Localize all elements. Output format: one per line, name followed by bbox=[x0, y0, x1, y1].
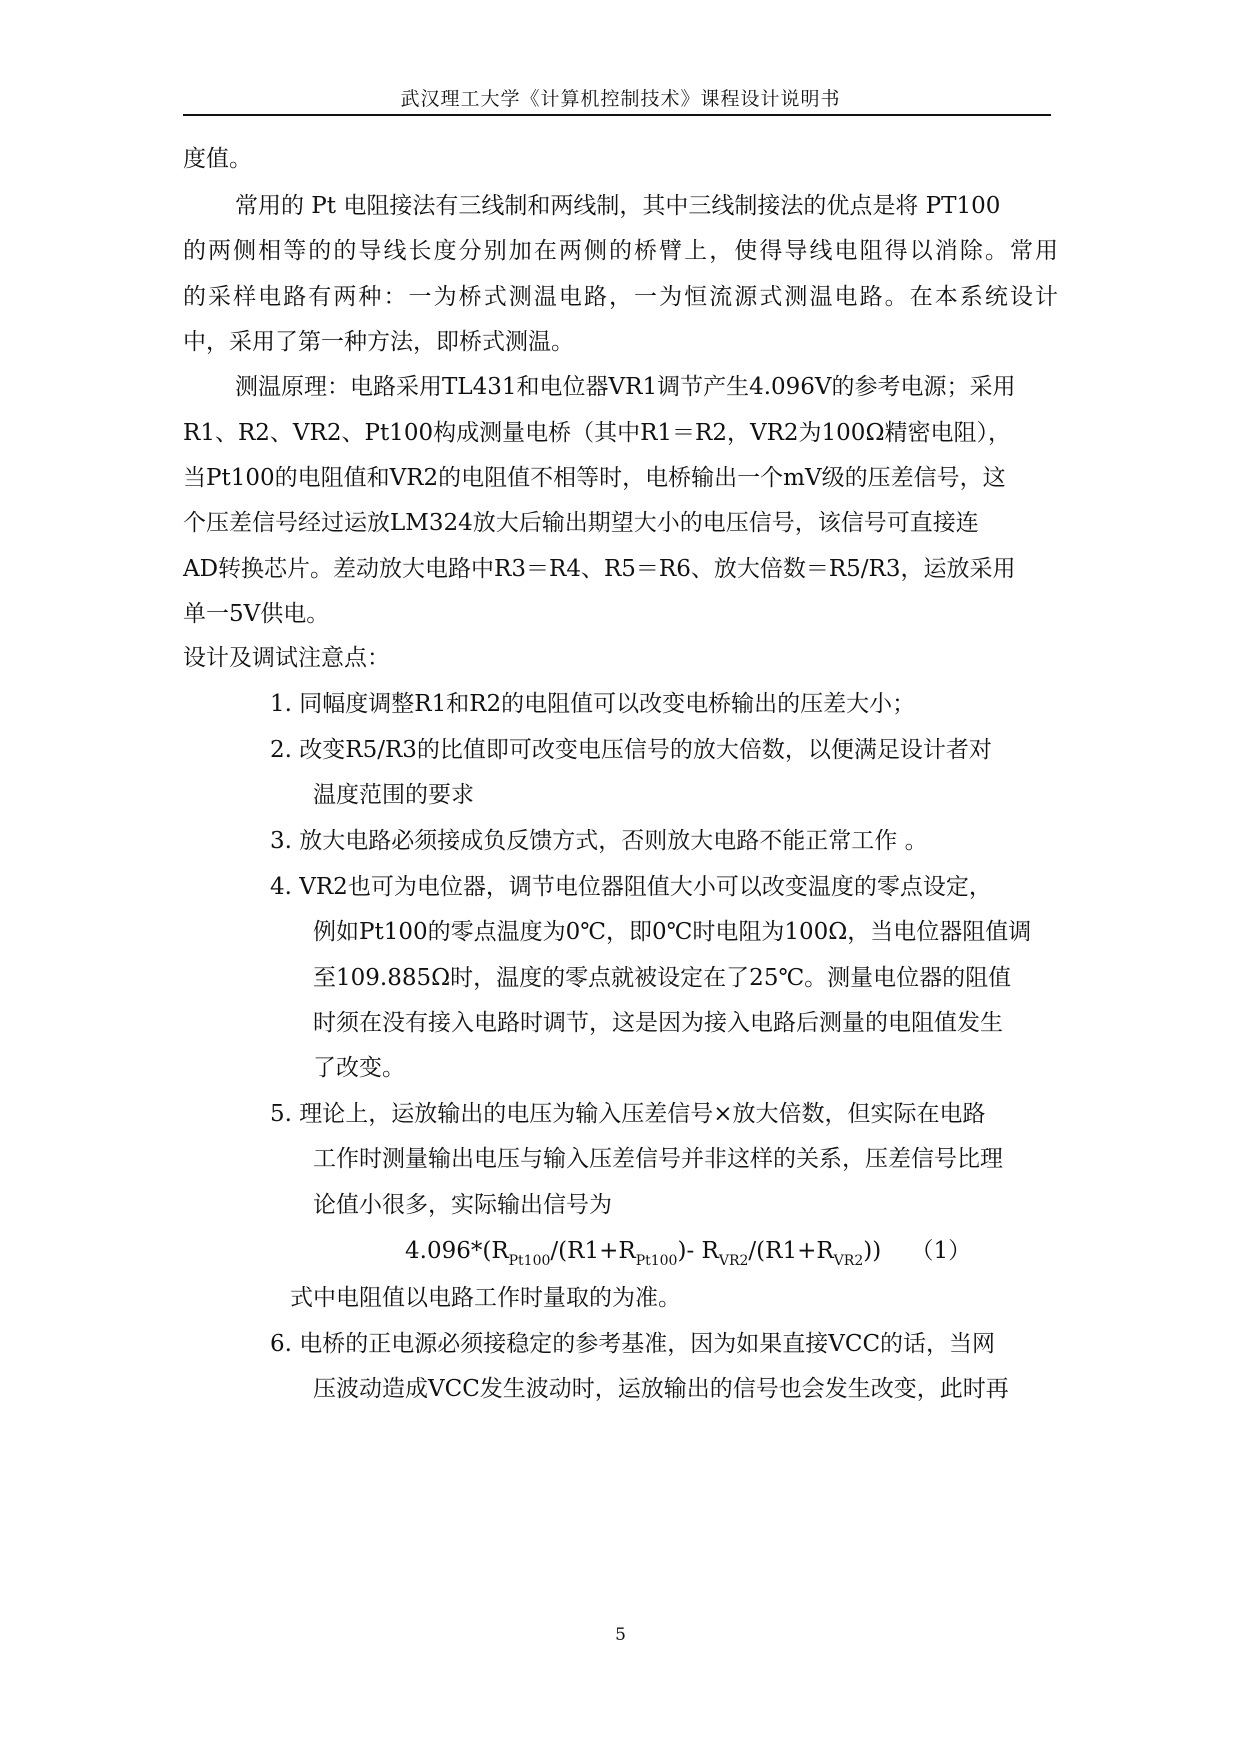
list-item: 5. 理论上，运放输出的电压为输入压差信号×放大倍数，但实际在电路 bbox=[270, 1101, 986, 1127]
section-heading: 设计及调试注意点： bbox=[183, 645, 390, 671]
formula-subscript: Pt100 bbox=[508, 1253, 551, 1269]
list-item-continuation: 例如Pt100的零点温度为0℃，即0℃时电阻为100Ω，当电位器阻值调 bbox=[313, 919, 1032, 945]
formula-part: /(R1+R bbox=[550, 1238, 636, 1264]
formula-subscript: VR2 bbox=[718, 1253, 749, 1269]
formula-part: )) bbox=[863, 1238, 882, 1264]
text-line: AD转换芯片。差动放大电路中R3＝R4、R5＝R6、放大倍数＝R5/R3，运放采用 bbox=[183, 556, 1016, 582]
text-line: 当Pt100的电阻值和VR2的电阻值不相等时，电桥输出一个mV级的压差信号，这 bbox=[183, 465, 1006, 491]
text-line: 测温原理：电路采用TL431和电位器VR1调节产生4.096V的参考电源；采用 bbox=[235, 374, 1016, 400]
list-item: 2. 改变R5/R3的比值即可改变电压信号的放大倍数，以便满足设计者对 bbox=[270, 737, 992, 763]
list-item-continuation: 论值小很多，实际输出信号为 bbox=[313, 1192, 612, 1218]
list-item: 3. 放大电路必须接成负反馈方式，否则放大电路不能正常工作 。 bbox=[270, 828, 928, 854]
formula-part: )- R bbox=[677, 1238, 719, 1264]
list-item-note: 式中电阻值以电路工作时量取的为准。 bbox=[290, 1285, 681, 1311]
text-line: 个压差信号经过运放LM324放大后输出期望大小的电压信号，该信号可直接连 bbox=[183, 510, 979, 536]
page-number: 5 bbox=[615, 1625, 626, 1645]
list-item-continuation: 压波动造成VCC发生波动时，运放输出的信号也会发生改变，此时再 bbox=[313, 1376, 1009, 1402]
header-rule bbox=[183, 114, 1051, 116]
list-item: 6. 电桥的正电源必须接稳定的参考基准，因为如果直接VCC的话，当网 bbox=[270, 1331, 996, 1357]
formula-part: /(R1+R bbox=[748, 1238, 834, 1264]
text-line: 的两侧相等的的导线长度分别加在两侧的桥臂上，使得导线电阻得以消除。常用 bbox=[183, 238, 1058, 264]
list-item: 1. 同幅度调整R1和R2的电阻值可以改变电桥输出的压差大小； bbox=[270, 691, 916, 717]
formula-subscript: VR2 bbox=[833, 1253, 864, 1269]
text-line: 中，采用了第一种方法，即桥式测温。 bbox=[183, 329, 574, 355]
text-line: 单一5V供电。 bbox=[183, 601, 330, 627]
list-item-continuation: 温度范围的要求 bbox=[313, 782, 474, 808]
page-header: 武汉理工大学《计算机控制技术》课程设计说明书 bbox=[400, 88, 841, 110]
list-item-continuation: 时须在没有接入电路时调节，这是因为接入电路后测量的电阻值发生 bbox=[313, 1010, 1003, 1036]
equation-number: （1） bbox=[910, 1238, 972, 1264]
list-item-continuation: 至109.885Ω时，温度的零点就被设定在了25℃。测量电位器的阻值 bbox=[313, 965, 1012, 991]
formula-part: 4.096*(R bbox=[405, 1238, 509, 1264]
text-line: 的采样电路有两种：一为桥式测温电路，一为恒流源式测温电路。在本系统设计 bbox=[183, 284, 1058, 310]
text-line: 常用的 Pt 电阻接法有三线制和两线制，其中三线制接法的优点是将 PT100 bbox=[235, 193, 1001, 219]
text-line: R1、R2、VR2、Pt100构成测量电桥（其中R1＝R2，VR2为100Ω精密电阻）， bbox=[183, 420, 1012, 446]
list-item: 4. VR2也可为电位器，调节电位器阻值大小可以改变温度的零点设定， bbox=[270, 874, 992, 900]
list-item-continuation: 工作时测量输出电压与输入压差信号并非这样的关系，压差信号比理 bbox=[313, 1146, 1003, 1172]
list-item-continuation: 了改变。 bbox=[313, 1055, 405, 1081]
text-line: 度值。 bbox=[183, 146, 252, 172]
formula bbox=[405, 1236, 1241, 1269]
formula-subscript: Pt100 bbox=[635, 1253, 678, 1269]
